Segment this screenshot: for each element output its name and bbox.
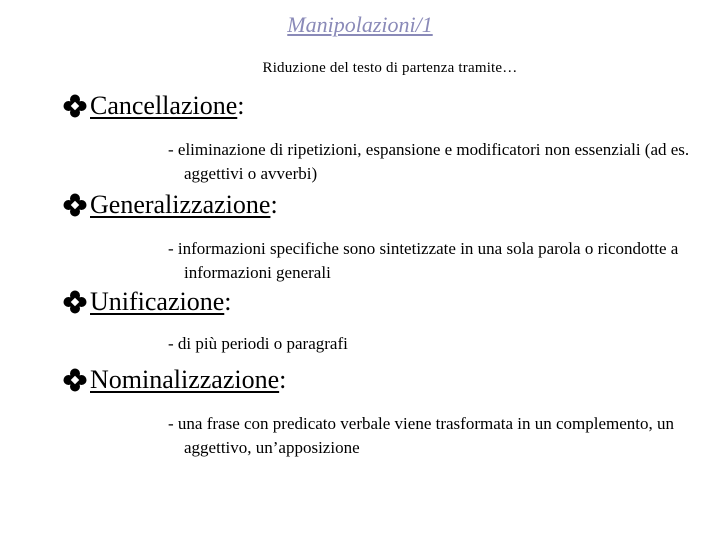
section-cancellazione (62, 90, 702, 186)
section-heading (62, 189, 702, 221)
heading-text: Cancellazione (90, 91, 238, 120)
section-detail: - informazioni specifiche sono sintetizzate in una sola parola o ricondotte a informazioni generali (168, 239, 679, 282)
heading-text: Unificazione (90, 287, 225, 316)
heading-text: Generalizzazione (90, 190, 271, 219)
section-detail: - di più periodi o paragrafi (168, 334, 348, 353)
diamond-clover-bullet-icon (62, 93, 88, 119)
section-unificazione (62, 286, 702, 356)
section-heading (62, 90, 702, 122)
heading-colon: : (224, 287, 232, 316)
diamond-clover-bullet-icon (62, 192, 88, 218)
slide-title: Manipolazioni/1 (287, 12, 433, 37)
diamond-clover-bullet-icon (62, 367, 88, 393)
heading-colon: : (270, 190, 278, 219)
heading-colon: : (237, 91, 245, 120)
section-generalizzazione (62, 189, 702, 285)
section-heading (62, 364, 702, 396)
section-nominalizzazione (62, 364, 702, 460)
diamond-clover-bullet-icon (62, 289, 88, 315)
heading-colon: : (279, 365, 287, 394)
heading-text: Nominalizzazione (90, 365, 280, 394)
section-detail: - una frase con predicato verbale viene trasformata in un complemento, un aggettivo, un’apposizione (168, 414, 675, 457)
section-heading (62, 286, 702, 318)
section-detail: - eliminazione di ripetizioni, espansione e modificatori non essenziali (ad es. aggettivi o avverbi) (168, 140, 690, 183)
slide-subtitle: Riduzione del testo di partenza tramite… (262, 60, 518, 76)
